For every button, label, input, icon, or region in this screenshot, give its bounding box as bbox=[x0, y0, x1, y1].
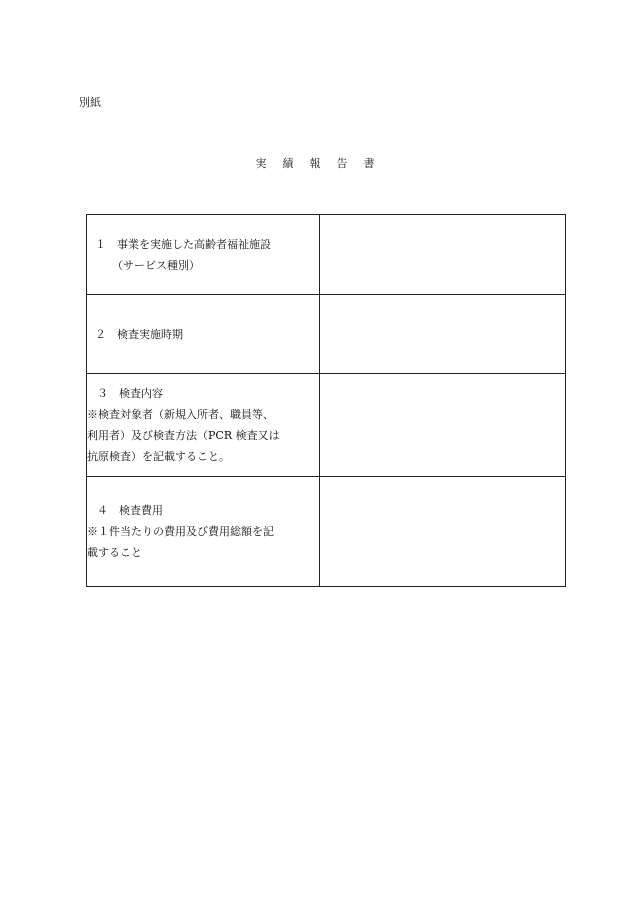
row-label-cost bbox=[87, 477, 320, 587]
label-line: 抗原検査）を記載すること。 bbox=[87, 450, 230, 463]
row-label-content bbox=[87, 374, 320, 477]
attachment-label: 別紙 bbox=[79, 96, 101, 109]
table-row bbox=[87, 374, 566, 477]
title-char: 績 bbox=[282, 157, 294, 170]
table-row bbox=[87, 215, 566, 295]
label-line: （サービス種別） bbox=[112, 258, 200, 272]
value-cell-period[interactable] bbox=[320, 295, 566, 374]
label-line: ４ 検査費用 bbox=[97, 504, 163, 517]
label-line: １ 事業を実施した高齢者福祉施設 bbox=[95, 237, 271, 251]
label-line: 載すること bbox=[87, 546, 142, 559]
label-line: ※検査対象者（新規入所者、職員等、 bbox=[87, 408, 274, 421]
table-row bbox=[87, 477, 566, 587]
row-label-facility bbox=[87, 215, 320, 295]
table-row bbox=[87, 295, 566, 374]
title-char: 報 bbox=[309, 157, 321, 170]
label-line: ２ 検査実施時期 bbox=[95, 327, 183, 341]
title-char: 実 bbox=[255, 157, 267, 170]
value-cell-content[interactable] bbox=[320, 374, 566, 477]
title-char: 書 bbox=[363, 157, 375, 170]
row-label-period bbox=[87, 295, 320, 374]
value-cell-facility[interactable] bbox=[320, 215, 566, 295]
report-table bbox=[86, 214, 566, 587]
title-char: 告 bbox=[336, 157, 348, 170]
label-line: 利用者）及び検査方法（PCR 検査又は bbox=[87, 429, 280, 442]
label-line: ３ 検査内容 bbox=[97, 387, 163, 400]
document-title bbox=[0, 157, 630, 171]
label-line: ※１件当たりの費用及び費用総額を記 bbox=[87, 525, 274, 538]
value-cell-cost[interactable] bbox=[320, 477, 566, 587]
